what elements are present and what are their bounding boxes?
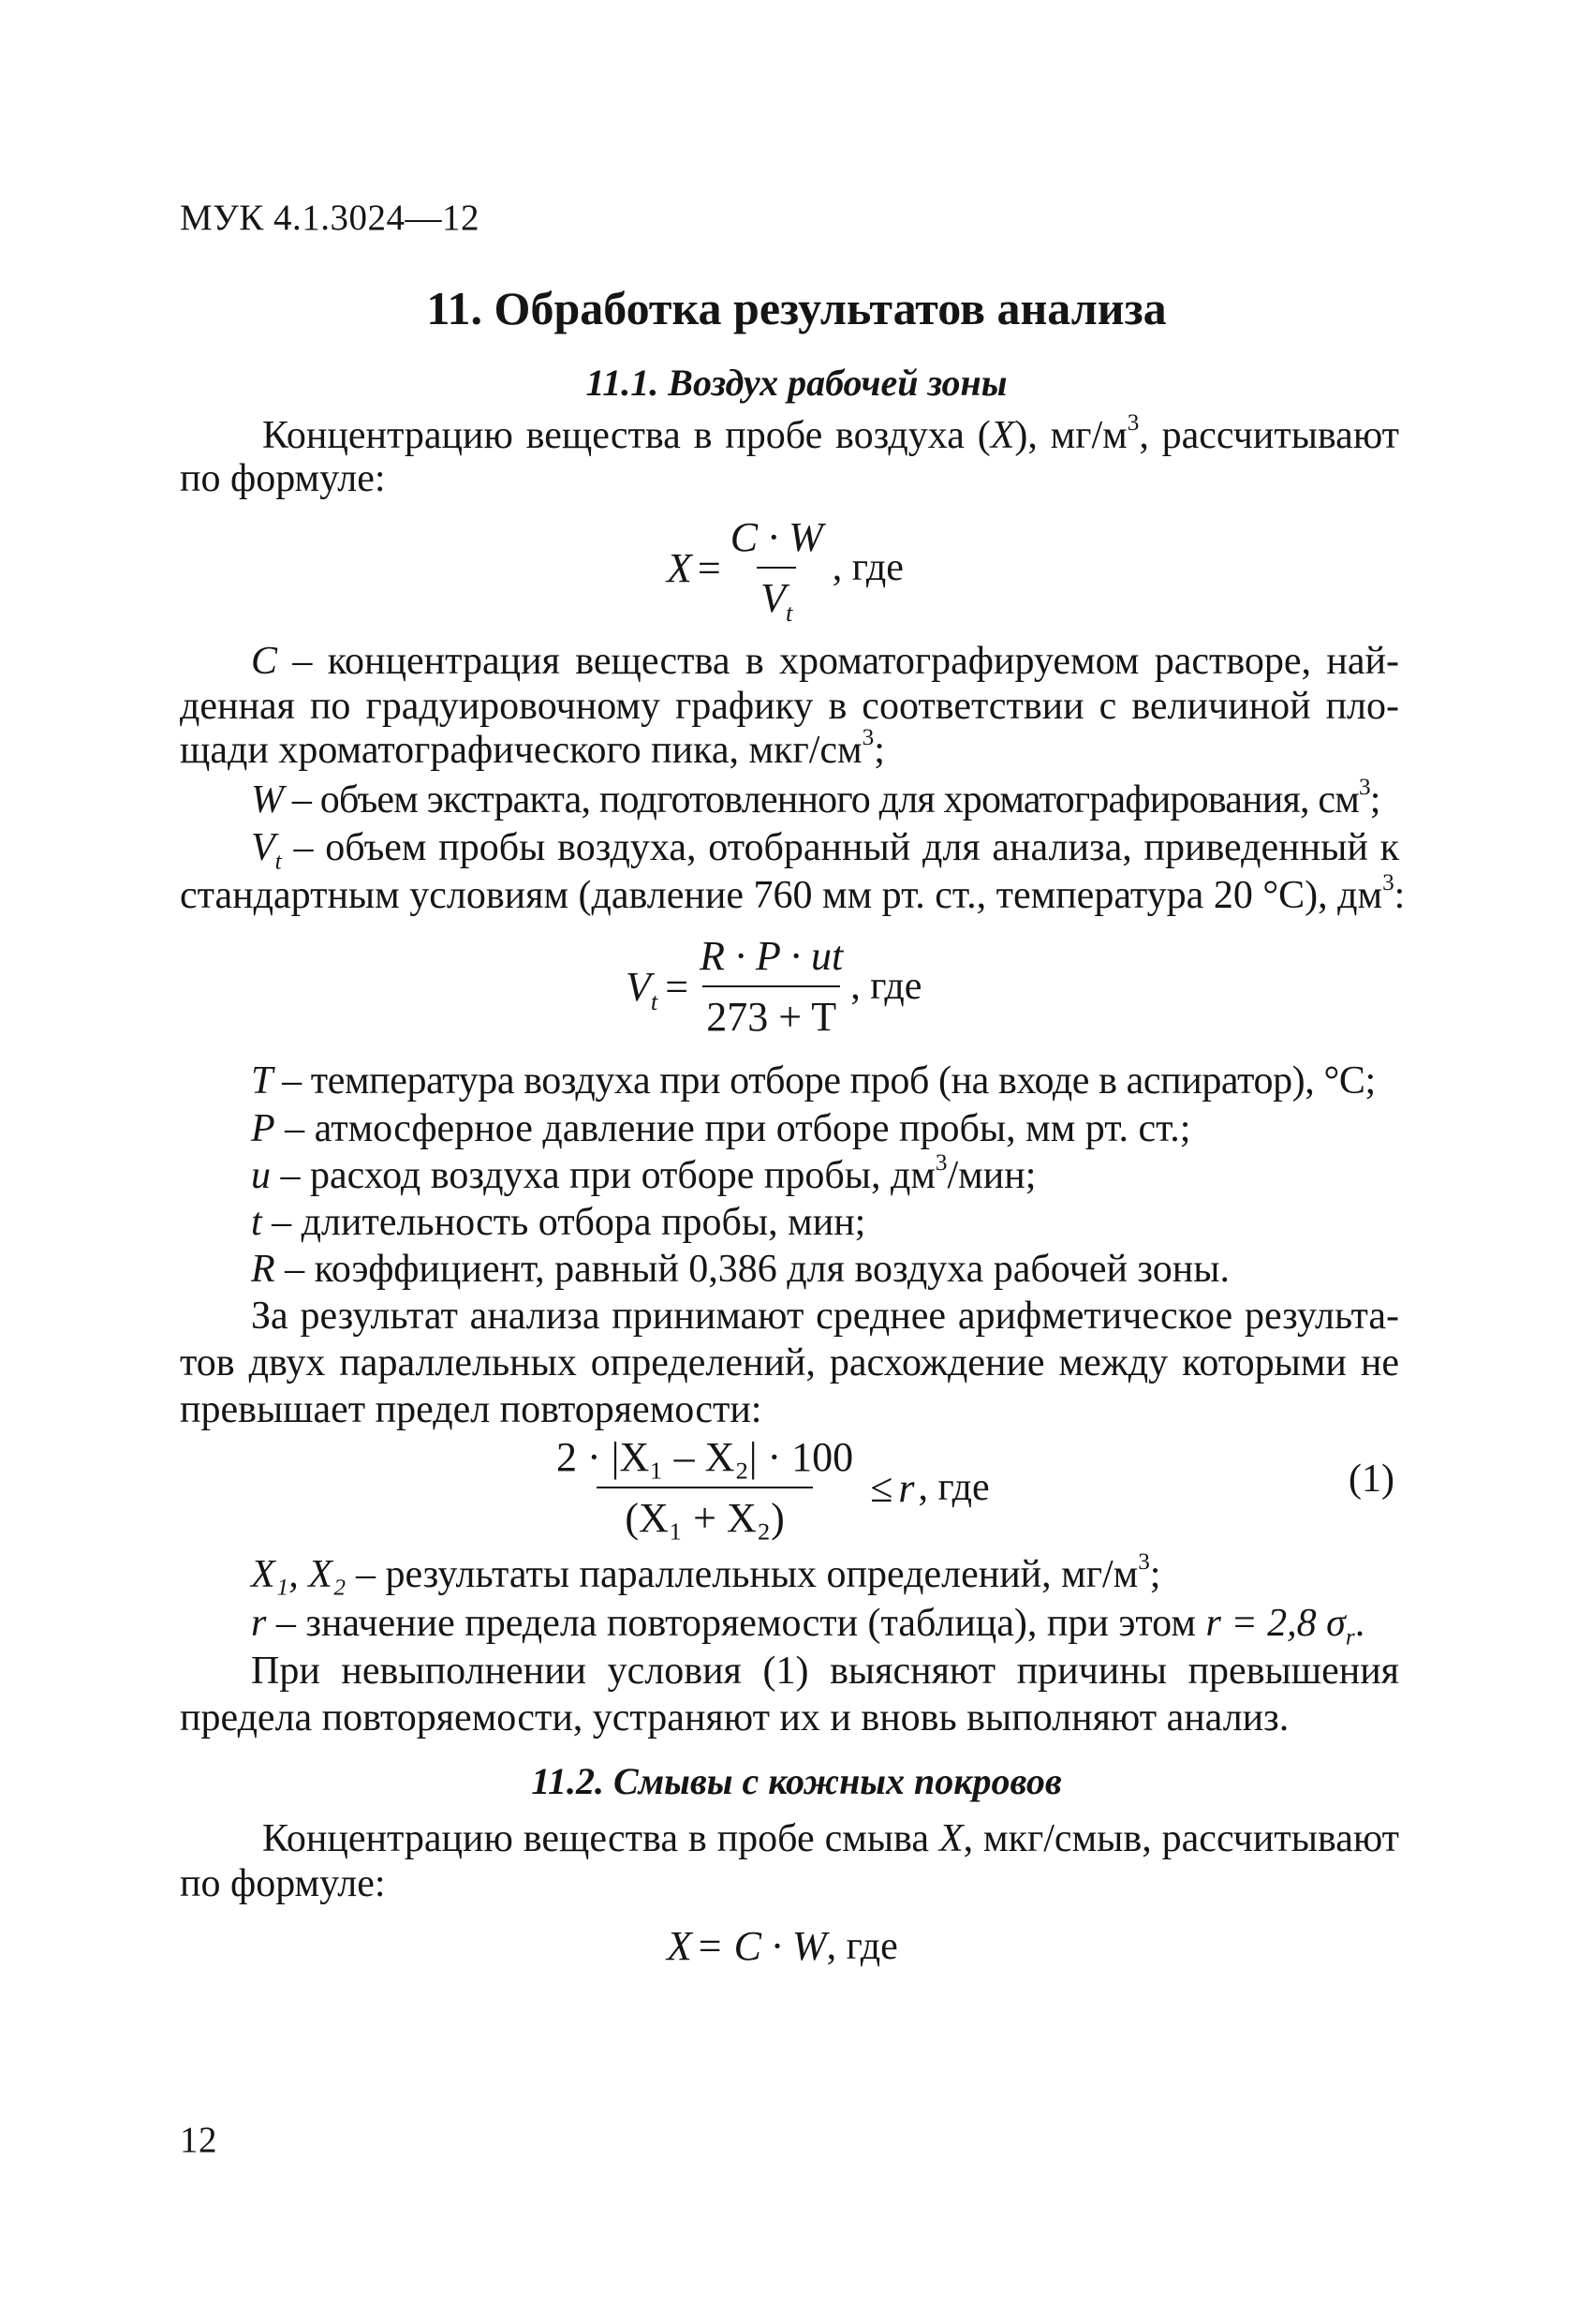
text: – коэффициент, равный 0,386 для воздуха рабочей зоны. <box>285 1248 1230 1291</box>
symbol-t-lower: t <box>251 1201 262 1244</box>
superscript: 3 <box>1138 1549 1150 1576</box>
symbol-x: X <box>938 1817 964 1860</box>
paragraph-line: За результат анализа принимают среднее арифметическое результа- <box>251 1295 1399 1338</box>
text: щади хроматографического пика, мкг/см <box>180 729 863 772</box>
fraction <box>696 932 847 1041</box>
formula-suffix: , где <box>826 1924 898 1968</box>
text: – атмосферное давление при отборе пробы, мм рт. ст.; <box>285 1107 1191 1150</box>
symbol-v: V <box>760 575 786 621</box>
definition-w <box>251 775 1380 822</box>
symbol-u: u <box>251 1154 271 1197</box>
formula-lhs: V <box>626 963 651 1010</box>
definition-r-repeatability <box>251 1602 1365 1650</box>
r-equation: r = 2,8 σ <box>1205 1602 1346 1645</box>
definition-c-line <box>180 725 885 772</box>
symbol-p: P <box>251 1107 275 1150</box>
subscript: t <box>274 849 282 875</box>
subsection-title-11-1: 11.1. Воздух рабочей зоны <box>585 362 1008 404</box>
definition-v-line <box>180 870 1406 917</box>
text: , мкг/смыв, рассчитывают <box>963 1817 1400 1860</box>
text: , рассчитывают <box>1139 414 1400 457</box>
less-or-equal-sign: ≤ <box>870 1464 893 1511</box>
fraction <box>553 1433 857 1542</box>
formula-lhs: X <box>667 544 692 591</box>
text: Концентрацию вещества в пробе воздуха ( <box>262 414 991 457</box>
fraction-denominator: 273 + T <box>702 985 840 1041</box>
formula-rhs: = C · W <box>695 1923 827 1969</box>
text: – объем экстракта, подготовленного для хроматографирования, см <box>291 778 1359 822</box>
superscript: 3 <box>1127 410 1140 437</box>
superscript: 3 <box>1359 775 1370 801</box>
fraction-numerator: 2 · |X₁ – X₂| · 100 <box>556 1434 854 1480</box>
equation-number: (1) <box>1349 1458 1394 1501</box>
paragraph-line: превышает предел повторяемости: <box>180 1388 762 1431</box>
text: . <box>1354 1602 1365 1645</box>
fraction-denominator <box>757 567 796 627</box>
definition-tt <box>251 1203 865 1242</box>
symbol-t: T <box>251 1059 273 1103</box>
text: Концентрацию вещества в пробе смыва <box>262 1817 929 1860</box>
definition-t <box>251 1061 1376 1101</box>
text: /мин; <box>947 1154 1037 1197</box>
formula-suffix: , где <box>850 965 922 1008</box>
text: стандартным условиям (давление 760 мм рт. ст., температура 20 °С), дм <box>180 874 1383 917</box>
text: – температура воздуха при отборе проб (на входе в аспиратор), °С; <box>282 1059 1376 1103</box>
page-number: 12 <box>180 2120 217 2160</box>
text: – расход воздуха при отборе пробы, дм <box>280 1154 936 1197</box>
text: : <box>1394 874 1406 917</box>
equals-sign: = <box>665 963 689 1010</box>
formula-repeatability <box>553 1433 990 1542</box>
paragraph-line: При невыполнении условия (1) выясняют причины превышения <box>251 1650 1399 1693</box>
symbol-r: r <box>251 1602 267 1645</box>
symbol-r: r <box>898 1464 915 1511</box>
subsection-title-11-2: 11.2. Смывы с кожных покровов <box>531 1760 1062 1802</box>
superscript: 3 <box>1382 870 1394 896</box>
text: – значение предела повторяемости (таблица), при этом <box>275 1602 1196 1645</box>
symbol-v: V <box>251 826 275 869</box>
paragraph-line: по формуле: <box>180 1862 386 1905</box>
section-title-text: 11. Обработка результатов анализа <box>426 282 1167 334</box>
fraction-numerator: R · P · ut <box>700 933 844 979</box>
text: – длительность отбора пробы, мин; <box>272 1201 866 1244</box>
subscript: r <box>1345 1624 1355 1650</box>
text: – концентрация вещества в хроматографируемом растворе, най- <box>292 640 1400 683</box>
formula-wash-concentration <box>667 1922 898 1970</box>
formula-lhs: X <box>667 1923 692 1969</box>
text: ; <box>1149 1553 1161 1596</box>
text: ), мг/м <box>1014 414 1128 457</box>
definition-c-line <box>251 642 1399 681</box>
symbol-c: C <box>251 640 278 683</box>
definition-x1-x2 <box>251 1549 1161 1596</box>
superscript: 3 <box>862 725 875 751</box>
subscript: t <box>785 598 793 627</box>
definition-c-line: денная по градуировочному графику в соответствии с величиной пло- <box>180 685 1399 728</box>
fraction-denominator: (X₁ + X₂) <box>597 1487 812 1542</box>
definition-p <box>251 1109 1190 1148</box>
formula-x-concentration <box>667 513 904 627</box>
paragraph-line: по формуле: <box>180 457 386 500</box>
symbol-w: W <box>251 778 284 822</box>
document-code-header: МУК 4.1.3024—12 <box>180 198 480 238</box>
text: ; <box>874 729 885 772</box>
definition-v-line <box>251 826 1399 875</box>
definition-u <box>251 1150 1037 1197</box>
equals-sign: = <box>697 544 721 591</box>
symbol-r: R <box>251 1248 275 1291</box>
text: – результаты параллельных определений, мг/м <box>356 1553 1139 1596</box>
symbol-x1-x2: X₁, X₂ <box>251 1553 347 1596</box>
fraction <box>727 513 827 627</box>
paragraph-line: предела повторяемости, устраняют их и вновь выполняют анализ. <box>180 1696 1290 1739</box>
subscript: t <box>650 986 658 1015</box>
text: – объем пробы воздуха, отобранный для анализа, приведенный к <box>293 826 1399 869</box>
fraction-numerator: C · W <box>730 514 823 560</box>
paragraph-line: тов двух параллельных определений, расхождение между которыми не <box>180 1341 1399 1384</box>
text: ; <box>1369 778 1380 822</box>
formula-vt-volume <box>626 932 922 1041</box>
section-title <box>0 281 1593 335</box>
symbol-x: X <box>990 414 1015 457</box>
paragraph-line <box>262 410 1400 457</box>
paragraph-line <box>262 1819 1399 1858</box>
formula-suffix: , где <box>832 546 904 589</box>
formula-suffix: , где <box>918 1466 990 1509</box>
definition-r <box>251 1250 1230 1289</box>
superscript: 3 <box>935 1150 948 1177</box>
